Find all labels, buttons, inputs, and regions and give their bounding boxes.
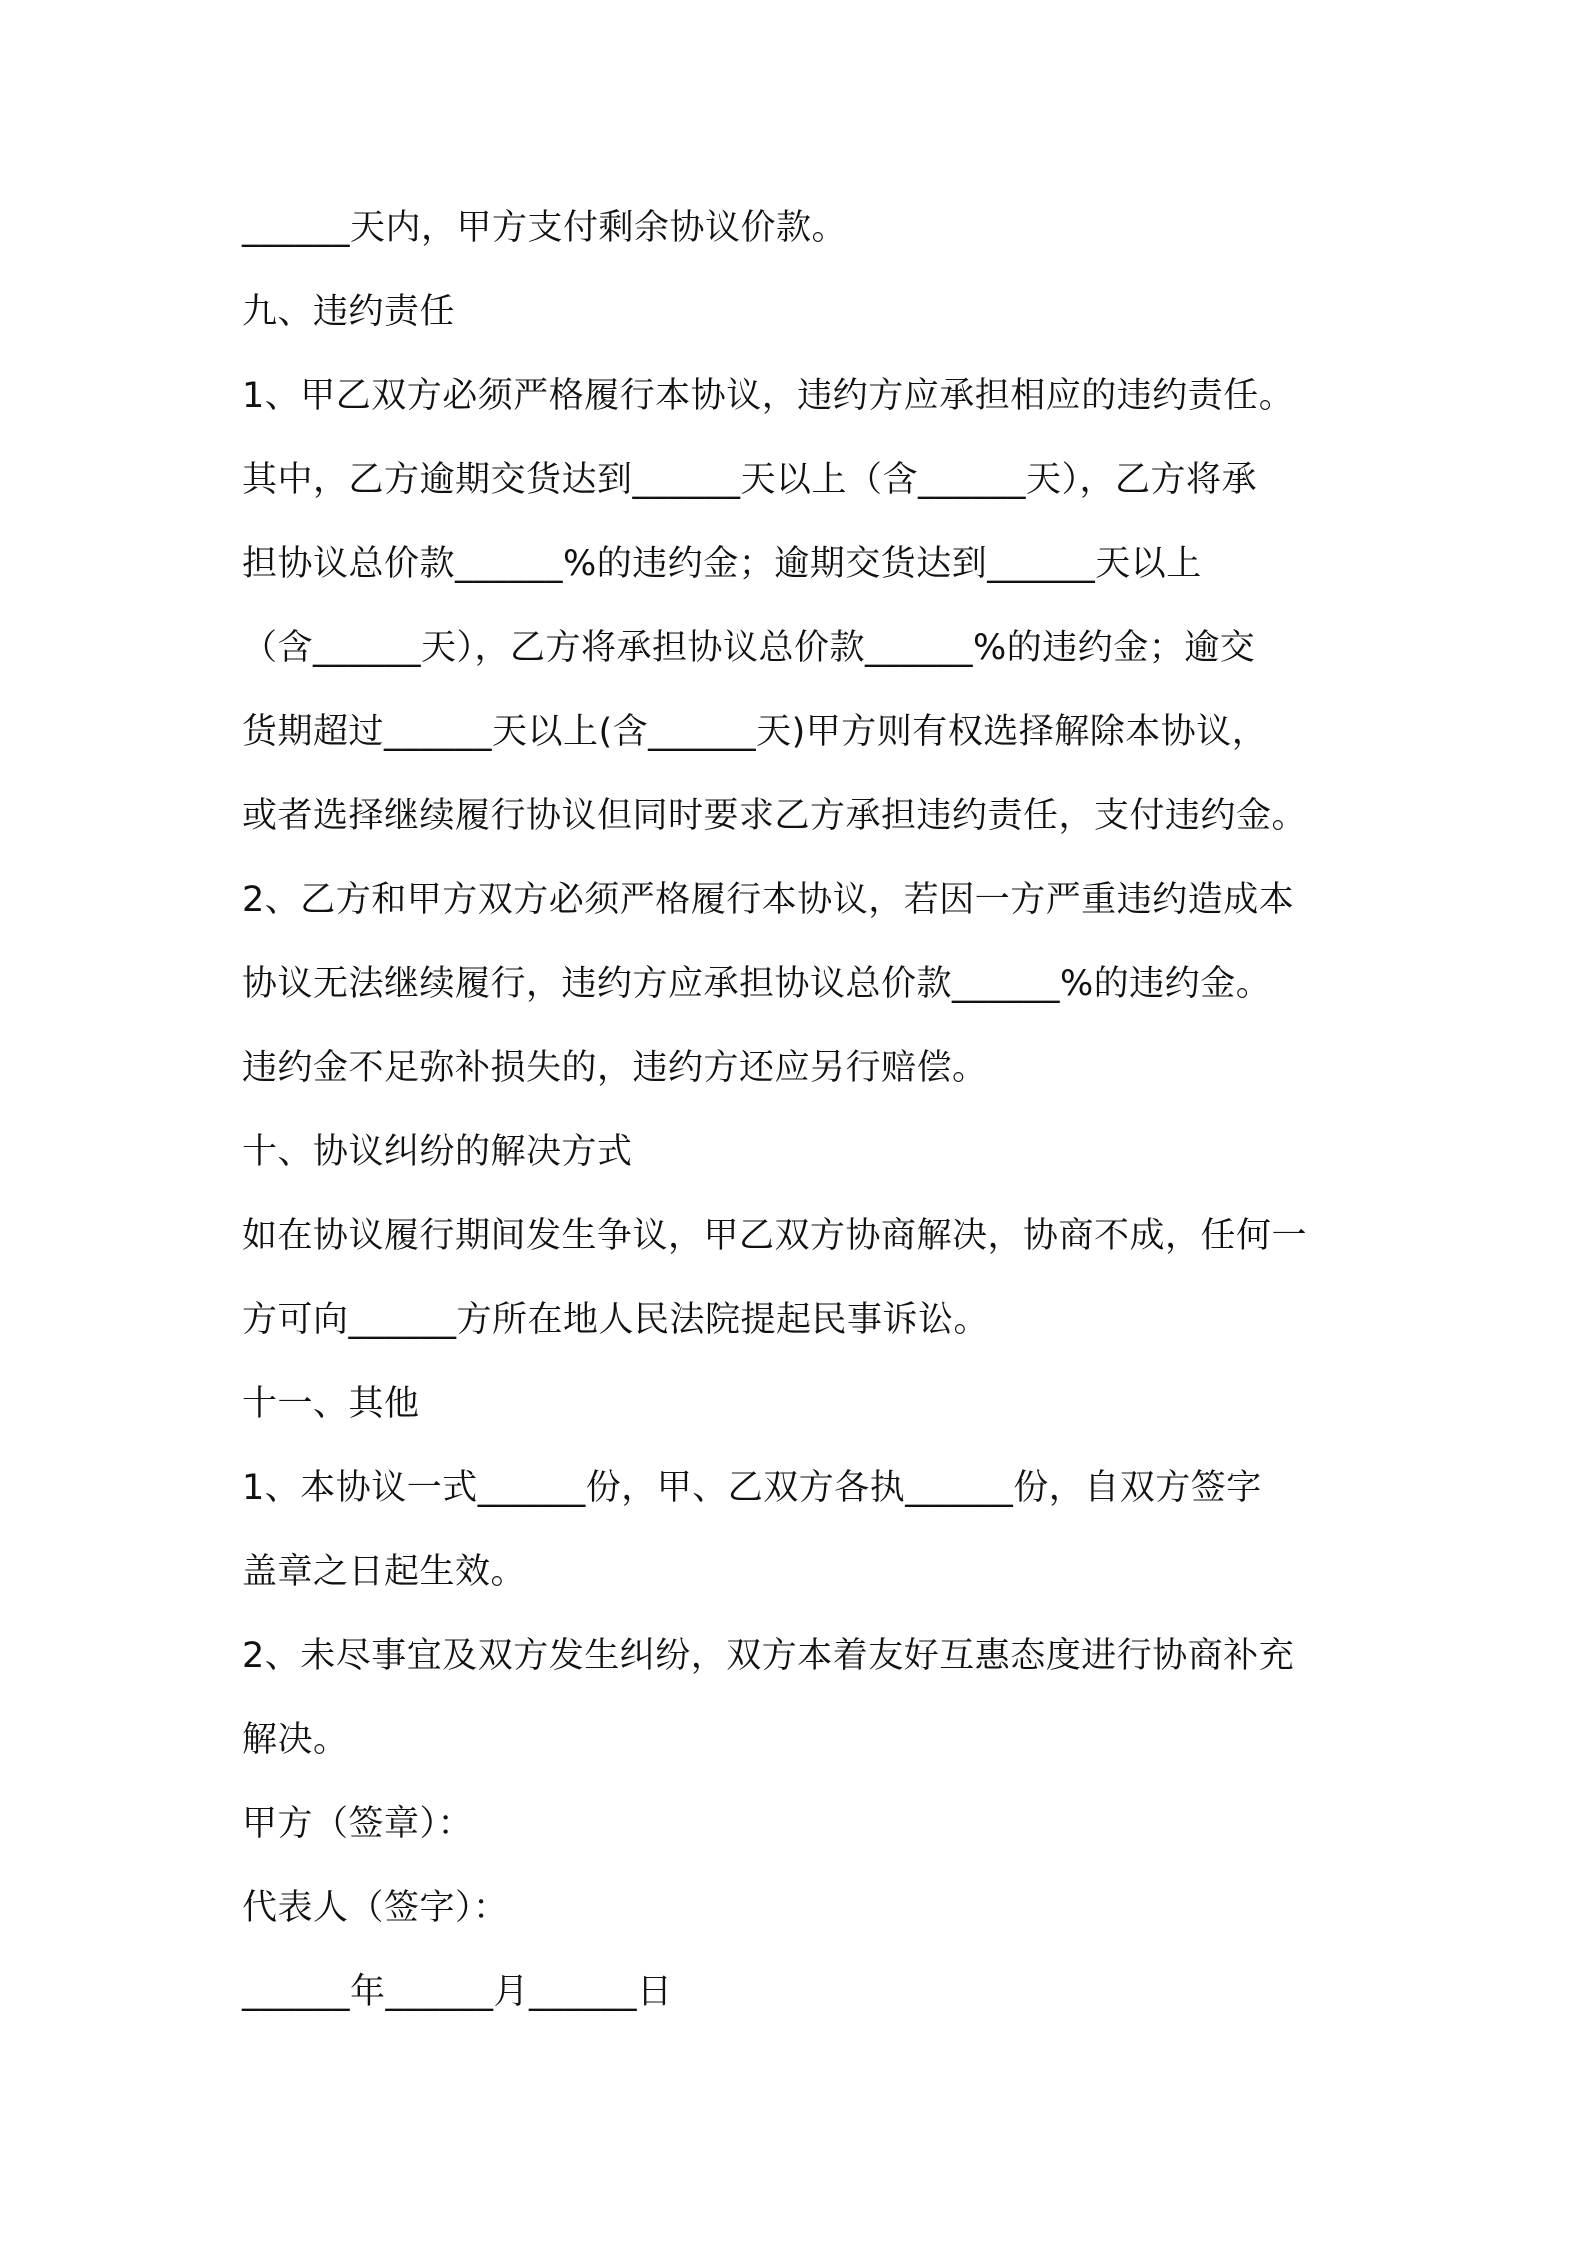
section-heading-dispute-resolution: 十、协议纠纷的解决方式 bbox=[242, 1132, 633, 1172]
paragraph-line: 方可向______方所在地人民法院提起民事诉讼。 bbox=[242, 1300, 990, 1340]
paragraph-line: （含______天），乙方将承担协议总价款______%的违约金；逾交 bbox=[242, 628, 1256, 668]
paragraph-line: 或者选择继续履行协议但同时要求乙方承担违约责任，支付违约金。 bbox=[242, 796, 1308, 836]
section-heading-other: 十一、其他 bbox=[242, 1384, 420, 1424]
paragraph-line: ______天内，甲方支付剩余协议价款。 bbox=[242, 208, 848, 248]
paragraph-line: 2、乙方和甲方双方必须严格履行本协议，若因一方严重违约造成本 bbox=[242, 880, 1295, 920]
document-body bbox=[242, 186, 1362, 2034]
paragraph-line: 违约金不足弥补损失的，违约方还应另行赔偿。 bbox=[242, 1048, 988, 1088]
representative-signature-line: 代表人（签字）： bbox=[242, 1888, 509, 1928]
paragraph-line: 协议无法继续履行，违约方应承担协议总价款______%的违约金。 bbox=[242, 964, 1272, 1004]
section-heading-breach-liability: 九、违约责任 bbox=[242, 292, 456, 332]
paragraph-line: 1、本协议一式______份，甲、乙双方各执______份，自双方签字 bbox=[242, 1468, 1262, 1508]
paragraph-line: 担协议总价款______%的违约金；逾期交货达到______天以上 bbox=[242, 544, 1202, 584]
date-line: ______年______月______日 bbox=[242, 1972, 673, 2012]
paragraph-line: 1、甲乙双方必须严格履行本协议，违约方应承担相应的违约责任。 bbox=[242, 376, 1295, 416]
paragraph-line: 盖章之日起生效。 bbox=[242, 1552, 527, 1592]
paragraph-line: 2、未尽事宜及双方发生纠纷，双方本着友好互惠态度进行协商补充 bbox=[242, 1636, 1295, 1676]
paragraph-line: 货期超过______天以上(含______天)甲方则有权选择解除本协议， bbox=[242, 712, 1268, 752]
paragraph-line: 如在协议履行期间发生争议，甲乙双方协商解决，协商不成，任何一 bbox=[242, 1216, 1308, 1256]
party-a-signature-line: 甲方（签章）： bbox=[242, 1804, 474, 1844]
paragraph-line: 其中，乙方逾期交货达到______天以上（含______天），乙方将承 bbox=[242, 460, 1258, 500]
paragraph-line: 解决。 bbox=[242, 1720, 349, 1760]
